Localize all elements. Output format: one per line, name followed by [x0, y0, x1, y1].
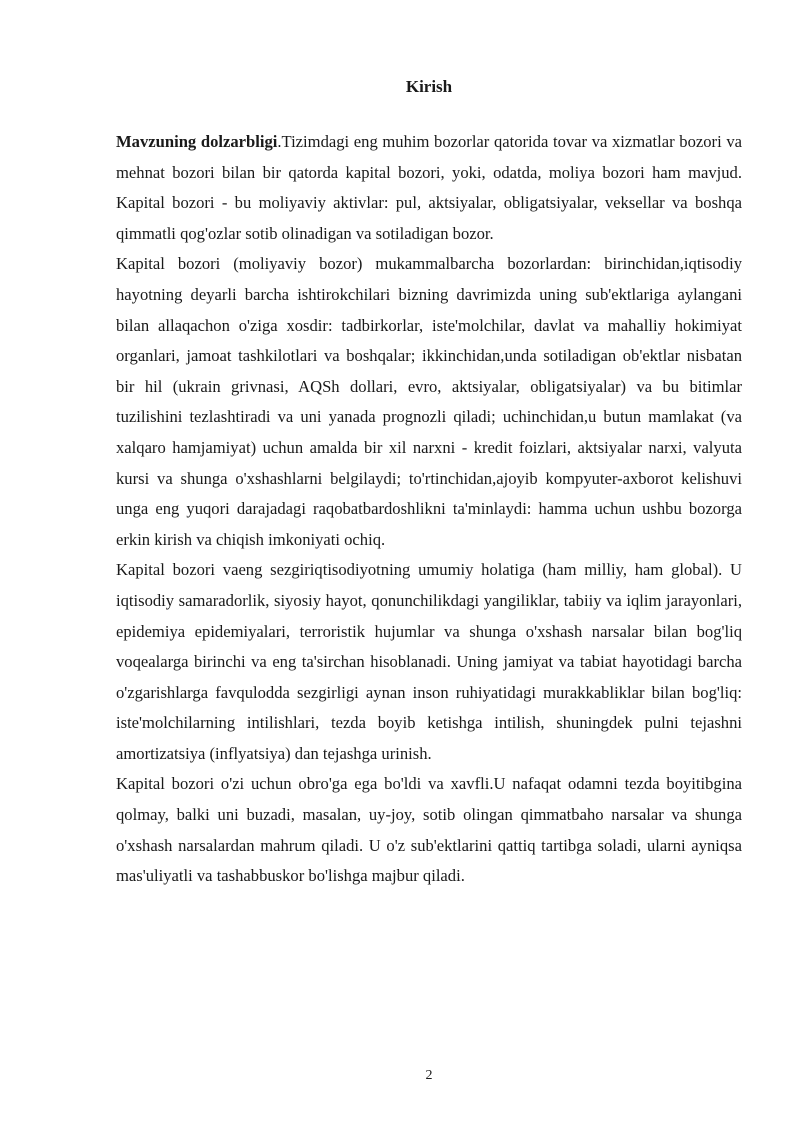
- paragraph-capital-market: [116, 249, 742, 555]
- paragraph-lead: Mavzuning dolzarbligi: [116, 132, 278, 151]
- paragraph-text: Kapital bozori vaeng sezgiriqtisodiyotning umumiy holatiga (ham milliy, ham global). U iqtisodiy samaradorlik, siyosiy hayot, qonunchilikdagi yangiliklar, tabiiy va iqlim jarayonlari, epidemiya epidemiyalari, terroristik hujumlar va shunga o'xshash narsalar bilan bog'liq voqealarga birinchi va eng ta'sirchan hisoblanadi. Uning jamiyat va tabiat hayotidagi barcha o'zgarishlarga favqulodda sezgirligi aynan inson ruhiyatidagi murakkabliklar bilan bog'liq: iste'molchilarning intilishlari, tezda boyib ketishga intilish, shuningdek pulni tejashni amortizatsiya (inflyatsiya) dan tejashga urinish.: [116, 560, 742, 763]
- section-title: Kirish: [405, 77, 453, 96]
- paragraph-relevance: [116, 127, 742, 249]
- paragraph-text: Kapital bozori (moliyaviy bozor) mukammalbarcha bozorlardan: birinchidan,iqtisodiy hayotning deyarli barcha ishtirokchilari bizning davrimizda uning sub'ektlariga aylangani bilan allaqachon o'ziga xosdir: tadbirkorlar, iste'molchilar, davlat va mahalliy hokimiyat organlari, jamoat tashkilotlari va boshqalar; ikkinchidan,unda sotiladigan ob'ektlar nisbatan bir hil (ukrain grivnasi, AQSh dollari, evro, aktsiyalar, obligatsiyalar) va bu bitimlar tuzilishini tezlashtiradi va uni yanada prognozli qiladi; uchinchidan,u butun mamlakat (va xalqaro hamjamiyat) uchun amalda bir xil narxni - kredit foizlari, aktsiyalar narxi, valyuta kursi va shunga o'xshashlarni belgilaydi; to'rtinchidan,ajoyib kompyuter-axborot kelishuvi unga eng yuqori darajadagi raqobatbardoshlikni ta'minlaydi: hamma uchun ushbu bozorga erkin kirish va chiqish imkoniyati ochiq.: [116, 254, 742, 549]
- paragraph-text: .Tizimdagi eng muhim bozorlar qatorida tovar va xizmatlar bozori va mehnat bozori bilan bir qatorda kapital bozori, yoki, odatda, moliya bozori ham mavjud. Kapital bozori - bu moliyaviy aktivlar: pul, aktsiyalar, obligatsiyalar, veksellar va boshqa qimmatli qog'ozlar sotib olinadigan va sotiladigan bozor.: [116, 132, 742, 243]
- paragraph-text: Kapital bozori o'zi uchun obro'ga ega bo'ldi va xavfli.U nafaqat odamni tezda boyitibgina qolmay, balki uni buzadi, masalan, uy-joy, sotib olingan qimmatbaho narsalar va shunga o'xshash narsalardan mahrum qiladi. U o'z sub'ektlarini qattiq tartibga soladi, ularni ayniqsa mas'uliyatli va tashabbuskor bo'lishga majbur qiladi.: [116, 774, 742, 886]
- page-number: 2: [425, 1068, 433, 1083]
- body-text: [116, 127, 742, 892]
- paragraph-risk: [116, 769, 742, 891]
- paragraph-sensitivity: [116, 555, 742, 769]
